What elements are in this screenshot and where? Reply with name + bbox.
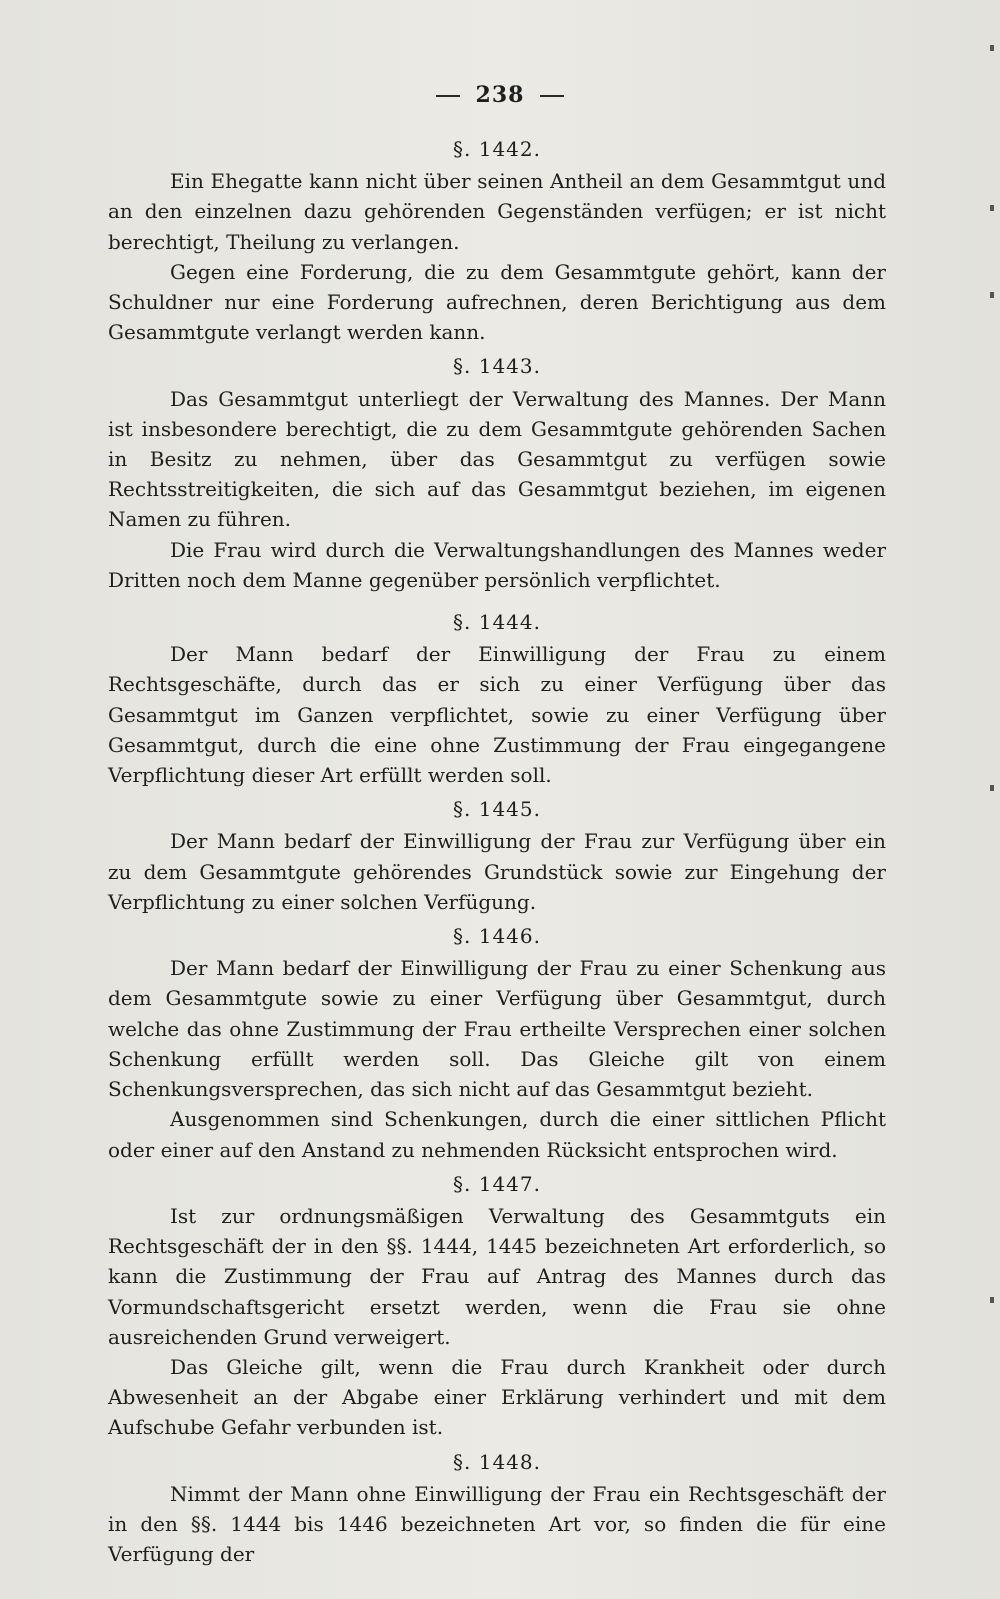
page-body xyxy=(108,130,886,1569)
binding-mark xyxy=(990,292,994,298)
paragraph: Ein Ehegatte kann nicht über seinen Antheil an dem Gesammtgut und an den einzelnen dazu gehörenden Gegenständen verfügen; er ist nicht berechtigt, Theilung zu verlangen. xyxy=(108,169,886,254)
binding-mark xyxy=(990,205,994,211)
binding-mark xyxy=(990,45,994,51)
header-dash-left xyxy=(436,95,460,97)
paragraph: Das Gleiche gilt, wenn die Frau durch Krankheit oder durch Abwesenheit an der Abgabe einer Erklärung verhindert und mit dem Aufschube Gefahr verbunden ist. xyxy=(108,1354,886,1440)
section-heading: §. 1443. xyxy=(453,354,541,379)
paragraph: Ist zur ordnungsmäßigen Verwaltung des Gesammtguts ein Rechtsgeschäft der in den §§. 1444, 1445 bezeichneten Art erforderlich, so kann die Zustimmung der Frau auf Antrag des Mannes durch das Vormundschaftsgericht ersetzt werden, wenn die Frau sie ohne ausreichenden Grund verweigert. xyxy=(108,1203,886,1349)
binding-mark xyxy=(990,785,994,791)
paragraph: Der Mann bedarf der Einwilligung der Frau zu einer Schenkung aus dem Gesammtgute sowie zu einer Verfügung über Gesammtgut, durch welche das ohne Zustimmung der Frau ertheilte Versprechen einer solchen Schenkung erfüllt werden soll. Das Gleiche gilt von einem Schenkungsversprechen, das sich nicht auf das Gesammtgut bezieht. xyxy=(108,956,886,1102)
paragraph: Ausgenommen sind Schenkungen, durch die einer sittlichen Pflicht oder einer auf den Anstand zu nehmenden Rücksicht entsprochen wird. xyxy=(108,1107,886,1162)
paragraph: Gegen eine Forderung, die zu dem Gesammtgute gehört, kann der Schuldner nur eine Forderung aufrechnen, deren Berichtigung aus dem Gesammtgute verlangt werden kann. xyxy=(108,259,886,345)
section-heading: §. 1447. xyxy=(453,1171,541,1196)
header-dash-right xyxy=(540,95,564,97)
section-heading: §. 1444. xyxy=(453,610,541,635)
paragraph: Das Gesammtgut unterliegt der Verwaltung des Mannes. Der Mann ist insbesondere berechtigt, die zu dem Gesammtgute gehörenden Sachen in Besitz zu nehmen, über das Gesammtgut zu verfügen sowie Rechtsstreitigkeiten, die sich auf das Gesammtgut beziehen, im eigenen Namen zu führen. xyxy=(108,386,886,532)
section-heading: §. 1442. xyxy=(453,137,541,161)
paragraph: Nimmt der Mann ohne Einwilligung der Frau ein Rechtsgeschäft der in den §§. 1444 bis 1446 bezeichneten Art vor, so finden die für eine Verfügung der xyxy=(108,1481,886,1567)
section-heading: §. 1445. xyxy=(453,797,541,822)
page-number: 238 xyxy=(475,82,525,108)
section-heading: §. 1448. xyxy=(453,1449,541,1474)
page-header xyxy=(0,82,1000,108)
section-heading: §. 1446. xyxy=(453,924,541,949)
paragraph: Der Mann bedarf der Einwilligung der Frau zur Verfügung über ein zu dem Gesammtgute gehörendes Grundstück sowie zur Eingehung der Verpflichtung zu einer solchen Verfügung. xyxy=(108,829,886,914)
paragraph: Der Mann bedarf der Einwilligung der Frau zu einem Rechtsgeschäfte, durch das er sich zu einer Verfügung über das Gesammtgut im Ganzen verpflichtet, sowie zu einer Verfügung über Gesammtgut, durch die eine ohne Zustimmung der Frau eingegangene Verpflichtung dieser Art erfüllt werden soll. xyxy=(108,642,886,788)
binding-mark xyxy=(990,1297,994,1303)
paragraph: Die Frau wird durch die Verwaltungshandlungen des Mannes weder Dritten noch dem Manne gegenüber persönlich verpflichtet. xyxy=(108,537,886,592)
